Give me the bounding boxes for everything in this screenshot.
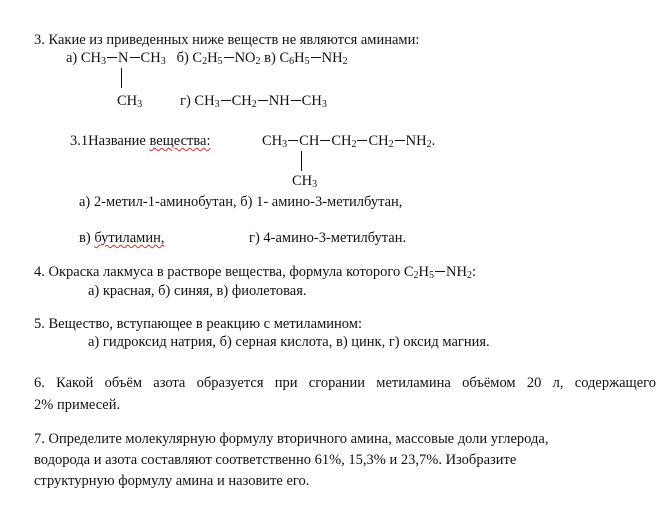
q3-option-v-label: в) [264, 50, 276, 66]
q6-line1: 6. Какой объём азота образуется при сгорании метиламина объёмом 20 л, содержащего [34, 375, 656, 391]
q3-vertical-bond [121, 68, 122, 88]
q3-option-a-formula: $CH_3$ N $CH_3$ [80, 50, 166, 67]
q7-line2: водорода и азота составляют соответственно 61%, 15,3% и 23,7%. Изобразите [34, 452, 517, 468]
bond-line [107, 57, 117, 58]
bond-line [224, 57, 234, 58]
q7-line1: 7. Определите молекулярную формулу вторичного амина, массовые доли углерода, [34, 431, 549, 447]
q3-option-g [180, 92, 327, 110]
q3-option-g-label: г) [180, 93, 191, 109]
q31-option-v: в) бутиламин, [79, 230, 165, 246]
q3-option-g-formula: $CH_3$ $CH_2$ NH $CH_3$ [194, 93, 327, 110]
q5-options: а) гидроксид натрия, б) серная кислота, в) цинк, г) оксид магния. [88, 334, 490, 350]
q31-options-ab: а) 2-метил-1-аминобутан, б) 1- амино-3-метилбутан, [79, 194, 403, 210]
q31-formula: $CH_3$ CH $CH_2$ $CH_2$ $NH_2$. [262, 133, 436, 150]
q6-line2: 2% примесей. [34, 397, 121, 413]
q31-option-g: г) 4-амино-3-метилбутан. [249, 230, 407, 246]
q3-option-a-label: а) [66, 50, 78, 66]
bond-line [357, 140, 367, 141]
q3-branch-ch3: $CH_3$ [117, 93, 143, 110]
bond-line [130, 57, 140, 58]
bond-line [291, 100, 301, 101]
bond-line [311, 57, 321, 58]
spellcheck-word: вещества: [149, 133, 211, 149]
q3-option-b-label: б) [176, 50, 189, 66]
bond-line [435, 271, 445, 272]
bond-line [221, 100, 231, 101]
bond-line [395, 140, 405, 141]
q4-options: а) красная, б) синяя, в) фиолетовая. [88, 283, 307, 299]
spellcheck-word: бутиламин, [94, 230, 165, 246]
q7-line3: структурную формулу амина и назовите его. [34, 473, 310, 489]
bond-line [288, 140, 298, 141]
q3-option-v-formula: $C_6H_5$ $NH_2$ [279, 50, 348, 67]
q3-title: 3. Какие из приведенных ниже веществ не являются аминами: [34, 32, 420, 48]
bond-line [320, 140, 330, 141]
q3-option-b-formula: $C_2H_5$ $NO_2$ [192, 50, 261, 67]
q3-formula-line [66, 49, 348, 67]
q31-branch-ch3: $CH_3$ [292, 173, 318, 190]
q31-prefix: 3.1Название вещества: [70, 133, 211, 149]
q5-title: 5. Вещество, вступающее в реакцию с метиламином: [34, 316, 362, 332]
q4-title: 4. Окраска лакмуса в растворе вещества, формула которого $C_2H_5$ $NH_2$: [34, 264, 476, 281]
q31-vertical-bond [301, 151, 302, 171]
bond-line [258, 100, 268, 101]
